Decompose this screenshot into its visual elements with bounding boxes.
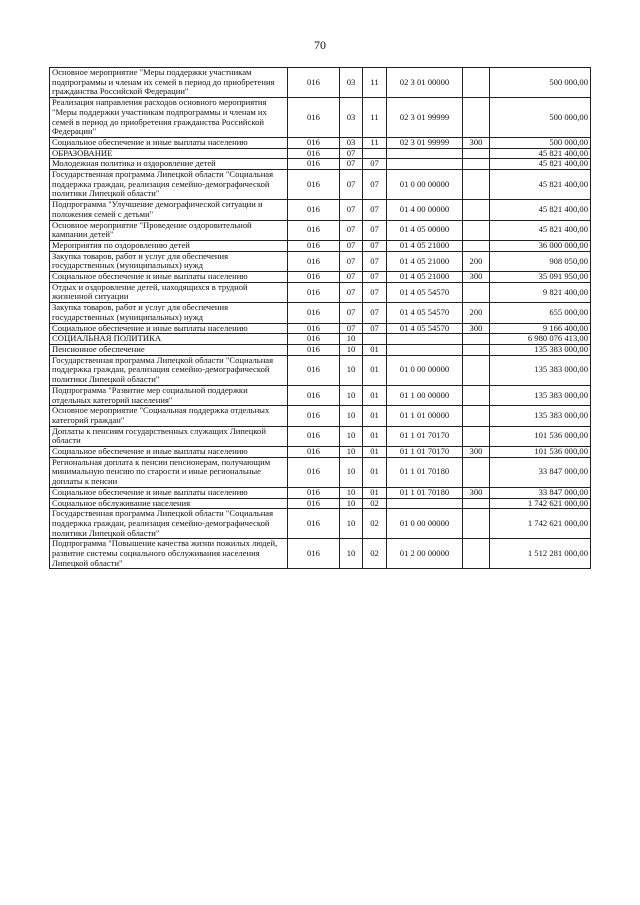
row-name-cell: Доплаты к пенсиям государственных служащих Липецкой области	[50, 426, 288, 446]
row-sum-cell: 135 383 000,00	[490, 385, 591, 405]
table-row	[50, 355, 591, 385]
row-pr-cell: 11	[363, 98, 387, 138]
row-rz-cell: 07	[340, 148, 363, 159]
row-sum-cell: 101 536 000,00	[490, 426, 591, 446]
row-gr-cell: 016	[288, 334, 340, 345]
row-rz-cell: 10	[340, 498, 363, 509]
row-rz-cell: 10	[340, 447, 363, 458]
row-sum-cell: 33 847 000,00	[490, 457, 591, 487]
row-gr-cell: 016	[288, 344, 340, 355]
row-pr-cell: 01	[363, 406, 387, 426]
row-name-cell: Подпрограмма "Развитие мер социальной поддержки отдельных категорий населения"	[50, 385, 288, 405]
row-name-cell: Основное мероприятие "Меры поддержки участникам подпрограммы и членам их семей в период до приобретения гражданства Российской Федерации"	[50, 68, 288, 98]
row-csr-cell: 01 1 01 00000	[387, 406, 463, 426]
row-sum-cell: 45 821 400,00	[490, 148, 591, 159]
row-gr-cell: 016	[288, 240, 340, 251]
row-vr-cell: 200	[463, 303, 490, 323]
row-sum-cell: 135 383 000,00	[490, 344, 591, 355]
row-rz-cell: 07	[340, 170, 363, 200]
table-row	[50, 406, 591, 426]
row-csr-cell: 01 4 05 54570	[387, 282, 463, 302]
table-row	[50, 487, 591, 498]
row-pr-cell: 07	[363, 303, 387, 323]
row-csr-cell: 01 4 05 21000	[387, 251, 463, 271]
row-sum-cell: 36 000 000,00	[490, 240, 591, 251]
row-rz-cell: 10	[340, 355, 363, 385]
row-pr-cell: 01	[363, 457, 387, 487]
row-sum-cell: 1 742 621 000,00	[490, 509, 591, 539]
row-name-cell: Социальное обеспечение и иные выплаты населению	[50, 272, 288, 283]
row-pr-cell: 11	[363, 68, 387, 98]
row-csr-cell: 01 4 05 21000	[387, 272, 463, 283]
table-row	[50, 200, 591, 220]
row-name-cell: Подпрограмма "Улучшение демографической ситуации и положения семей с детьми"	[50, 200, 288, 220]
row-sum-cell: 45 821 400,00	[490, 159, 591, 170]
row-csr-cell: 01 0 00 00000	[387, 509, 463, 539]
row-vr-cell: 300	[463, 323, 490, 334]
row-vr-cell	[463, 498, 490, 509]
row-sum-cell: 6 980 076 413,00	[490, 334, 591, 345]
row-sum-cell: 1 512 281 000,00	[490, 539, 591, 569]
row-sum-cell: 45 821 400,00	[490, 170, 591, 200]
row-name-cell: Реализация направления расходов основного мероприятия "Меры поддержки участникам подпрограммы и членам их семей в период до приобретения гражданства Российской Федерации"	[50, 98, 288, 138]
budget-table-body	[50, 68, 591, 569]
row-pr-cell: 07	[363, 323, 387, 334]
row-pr-cell: 02	[363, 539, 387, 569]
row-csr-cell: 02 3 01 99999	[387, 98, 463, 138]
row-pr-cell	[363, 334, 387, 345]
table-row	[50, 334, 591, 345]
row-pr-cell: 07	[363, 240, 387, 251]
row-pr-cell: 01	[363, 344, 387, 355]
row-sum-cell: 1 742 621 000,00	[490, 498, 591, 509]
row-vr-cell	[463, 344, 490, 355]
row-csr-cell: 01 4 05 54570	[387, 303, 463, 323]
row-sum-cell: 655 000,00	[490, 303, 591, 323]
row-pr-cell: 01	[363, 385, 387, 405]
row-sum-cell: 35 091 950,00	[490, 272, 591, 283]
row-rz-cell: 10	[340, 509, 363, 539]
row-gr-cell: 016	[288, 159, 340, 170]
row-vr-cell: 300	[463, 447, 490, 458]
row-vr-cell	[463, 282, 490, 302]
table-row	[50, 137, 591, 148]
row-rz-cell: 10	[340, 487, 363, 498]
row-pr-cell: 01	[363, 487, 387, 498]
table-row	[50, 68, 591, 98]
row-vr-cell	[463, 355, 490, 385]
row-gr-cell: 016	[288, 498, 340, 509]
row-rz-cell: 10	[340, 426, 363, 446]
row-gr-cell: 016	[288, 220, 340, 240]
row-csr-cell: 01 4 05 21000	[387, 240, 463, 251]
row-csr-cell	[387, 148, 463, 159]
row-vr-cell	[463, 68, 490, 98]
table-row	[50, 447, 591, 458]
table-row	[50, 272, 591, 283]
row-pr-cell: 02	[363, 509, 387, 539]
row-vr-cell	[463, 170, 490, 200]
row-vr-cell: 300	[463, 137, 490, 148]
row-name-cell: Отдых и оздоровление детей, находящихся в трудной жизненной ситуации	[50, 282, 288, 302]
row-vr-cell	[463, 539, 490, 569]
row-vr-cell	[463, 148, 490, 159]
row-rz-cell: 07	[340, 159, 363, 170]
row-rz-cell: 07	[340, 220, 363, 240]
row-pr-cell: 11	[363, 137, 387, 148]
row-csr-cell: 01 1 01 70170	[387, 426, 463, 446]
row-gr-cell: 016	[288, 487, 340, 498]
row-csr-cell: 01 1 00 00000	[387, 385, 463, 405]
row-vr-cell: 300	[463, 487, 490, 498]
row-vr-cell	[463, 509, 490, 539]
table-row	[50, 148, 591, 159]
row-pr-cell: 01	[363, 355, 387, 385]
row-sum-cell: 45 821 400,00	[490, 220, 591, 240]
table-row	[50, 457, 591, 487]
row-gr-cell: 016	[288, 200, 340, 220]
row-pr-cell: 07	[363, 200, 387, 220]
table-row	[50, 240, 591, 251]
row-gr-cell: 016	[288, 509, 340, 539]
row-vr-cell	[463, 98, 490, 138]
table-row	[50, 159, 591, 170]
row-name-cell: Социальное обслуживание населения	[50, 498, 288, 509]
row-name-cell: Региональная доплата к пенсии пенсионерам, получающим минимальную пенсию по старости и иные региональные доплаты к пенсии	[50, 457, 288, 487]
row-pr-cell: 07	[363, 251, 387, 271]
row-name-cell: Молодежная политика и оздоровление детей	[50, 159, 288, 170]
row-csr-cell: 01 0 00 00000	[387, 170, 463, 200]
row-rz-cell: 07	[340, 251, 363, 271]
row-csr-cell: 02 3 01 99999	[387, 137, 463, 148]
table-row	[50, 170, 591, 200]
row-rz-cell: 10	[340, 334, 363, 345]
row-csr-cell: 01 1 01 70180	[387, 457, 463, 487]
row-csr-cell: 01 0 00 00000	[387, 355, 463, 385]
row-gr-cell: 016	[288, 251, 340, 271]
row-gr-cell: 016	[288, 539, 340, 569]
row-vr-cell	[463, 159, 490, 170]
table-row	[50, 282, 591, 302]
row-name-cell: Государственная программа Липецкой области "Социальная поддержка граждан, реализация семейно-демографической политики Липецкой области"	[50, 170, 288, 200]
page-number: 70	[314, 38, 326, 52]
row-csr-cell	[387, 334, 463, 345]
row-gr-cell: 016	[288, 323, 340, 334]
row-gr-cell: 016	[288, 272, 340, 283]
row-sum-cell: 500 000,00	[490, 98, 591, 138]
row-csr-cell	[387, 159, 463, 170]
row-sum-cell: 135 383 000,00	[490, 355, 591, 385]
row-rz-cell: 03	[340, 98, 363, 138]
row-csr-cell: 02 3 01 00000	[387, 68, 463, 98]
row-gr-cell: 016	[288, 282, 340, 302]
table-row	[50, 251, 591, 271]
row-rz-cell: 07	[340, 303, 363, 323]
row-pr-cell	[363, 148, 387, 159]
row-pr-cell: 07	[363, 170, 387, 200]
row-rz-cell: 10	[340, 344, 363, 355]
row-gr-cell: 016	[288, 148, 340, 159]
row-gr-cell: 016	[288, 385, 340, 405]
row-pr-cell: 07	[363, 282, 387, 302]
row-sum-cell: 908 050,00	[490, 251, 591, 271]
row-rz-cell: 10	[340, 385, 363, 405]
row-csr-cell: 01 2 00 00000	[387, 539, 463, 569]
budget-table	[49, 67, 591, 569]
row-rz-cell: 07	[340, 240, 363, 251]
table-row	[50, 509, 591, 539]
row-rz-cell: 10	[340, 457, 363, 487]
row-csr-cell: 01 4 05 54570	[387, 323, 463, 334]
row-gr-cell: 016	[288, 406, 340, 426]
table-row	[50, 539, 591, 569]
row-vr-cell	[463, 200, 490, 220]
row-csr-cell: 01 1 01 70180	[387, 487, 463, 498]
row-name-cell: Основное мероприятие "Проведение оздоровительной кампании детей"	[50, 220, 288, 240]
row-name-cell: СОЦИАЛЬНАЯ ПОЛИТИКА	[50, 334, 288, 345]
table-row	[50, 426, 591, 446]
row-name-cell: Закупка товаров, работ и услуг для обеспечения государственных (муниципальных) нужд	[50, 303, 288, 323]
row-pr-cell: 07	[363, 159, 387, 170]
row-pr-cell: 01	[363, 447, 387, 458]
row-name-cell: Закупка товаров, работ и услуг для обеспечения государственных (муниципальных) нужд	[50, 251, 288, 271]
row-sum-cell: 101 536 000,00	[490, 447, 591, 458]
row-rz-cell: 03	[340, 68, 363, 98]
row-vr-cell: 300	[463, 272, 490, 283]
table-row	[50, 498, 591, 509]
row-name-cell: Социальное обеспечение и иные выплаты населению	[50, 137, 288, 148]
row-vr-cell: 200	[463, 251, 490, 271]
row-pr-cell: 02	[363, 498, 387, 509]
row-rz-cell: 07	[340, 272, 363, 283]
row-csr-cell	[387, 498, 463, 509]
row-name-cell: Пенсионное обеспечение	[50, 344, 288, 355]
row-gr-cell: 016	[288, 137, 340, 148]
table-row	[50, 303, 591, 323]
table-row	[50, 344, 591, 355]
table-row	[50, 323, 591, 334]
row-sum-cell: 45 821 400,00	[490, 200, 591, 220]
table-row	[50, 220, 591, 240]
row-rz-cell: 10	[340, 406, 363, 426]
row-csr-cell: 01 1 01 70170	[387, 447, 463, 458]
row-gr-cell: 016	[288, 355, 340, 385]
row-vr-cell	[463, 220, 490, 240]
row-csr-cell: 01 4 00 00000	[387, 200, 463, 220]
row-gr-cell: 016	[288, 98, 340, 138]
table-row	[50, 385, 591, 405]
row-vr-cell	[463, 385, 490, 405]
table-row	[50, 98, 591, 138]
row-vr-cell	[463, 426, 490, 446]
row-vr-cell	[463, 240, 490, 251]
row-csr-cell	[387, 344, 463, 355]
row-vr-cell	[463, 406, 490, 426]
row-sum-cell: 500 000,00	[490, 68, 591, 98]
row-gr-cell: 016	[288, 426, 340, 446]
row-rz-cell: 10	[340, 539, 363, 569]
row-vr-cell	[463, 334, 490, 345]
row-pr-cell: 07	[363, 220, 387, 240]
row-csr-cell: 01 4 05 00000	[387, 220, 463, 240]
row-name-cell: Социальное обеспечение и иные выплаты населению	[50, 323, 288, 334]
row-sum-cell: 135 383 000,00	[490, 406, 591, 426]
row-gr-cell: 016	[288, 457, 340, 487]
row-sum-cell: 500 000,00	[490, 137, 591, 148]
row-name-cell: Государственная программа Липецкой области "Социальная поддержка граждан, реализация семейно-демографической политики Липецкой области"	[50, 355, 288, 385]
row-name-cell: Социальное обеспечение и иные выплаты населению	[50, 487, 288, 498]
row-name-cell: ОБРАЗОВАНИЕ	[50, 148, 288, 159]
row-pr-cell: 07	[363, 272, 387, 283]
row-gr-cell: 016	[288, 68, 340, 98]
row-name-cell: Социальное обеспечение и иные выплаты населению	[50, 447, 288, 458]
row-name-cell: Подпрограмма "Повышение качества жизни пожилых людей, развитие системы социального обслуживания населения Липецкой области"	[50, 539, 288, 569]
row-sum-cell: 9 166 400,00	[490, 323, 591, 334]
row-sum-cell: 33 847 000,00	[490, 487, 591, 498]
row-gr-cell: 016	[288, 170, 340, 200]
row-gr-cell: 016	[288, 303, 340, 323]
row-pr-cell: 01	[363, 426, 387, 446]
row-rz-cell: 07	[340, 282, 363, 302]
row-name-cell: Государственная программа Липецкой области "Социальная поддержка граждан, реализация семейно-демографической политики Липецкой области"	[50, 509, 288, 539]
row-gr-cell: 016	[288, 447, 340, 458]
row-name-cell: Мероприятия по оздоровлению детей	[50, 240, 288, 251]
row-rz-cell: 07	[340, 200, 363, 220]
row-sum-cell: 9 821 400,00	[490, 282, 591, 302]
row-vr-cell	[463, 457, 490, 487]
row-rz-cell: 03	[340, 137, 363, 148]
row-rz-cell: 07	[340, 323, 363, 334]
row-name-cell: Основное мероприятие "Социальная поддержка отдельных категорий граждан"	[50, 406, 288, 426]
